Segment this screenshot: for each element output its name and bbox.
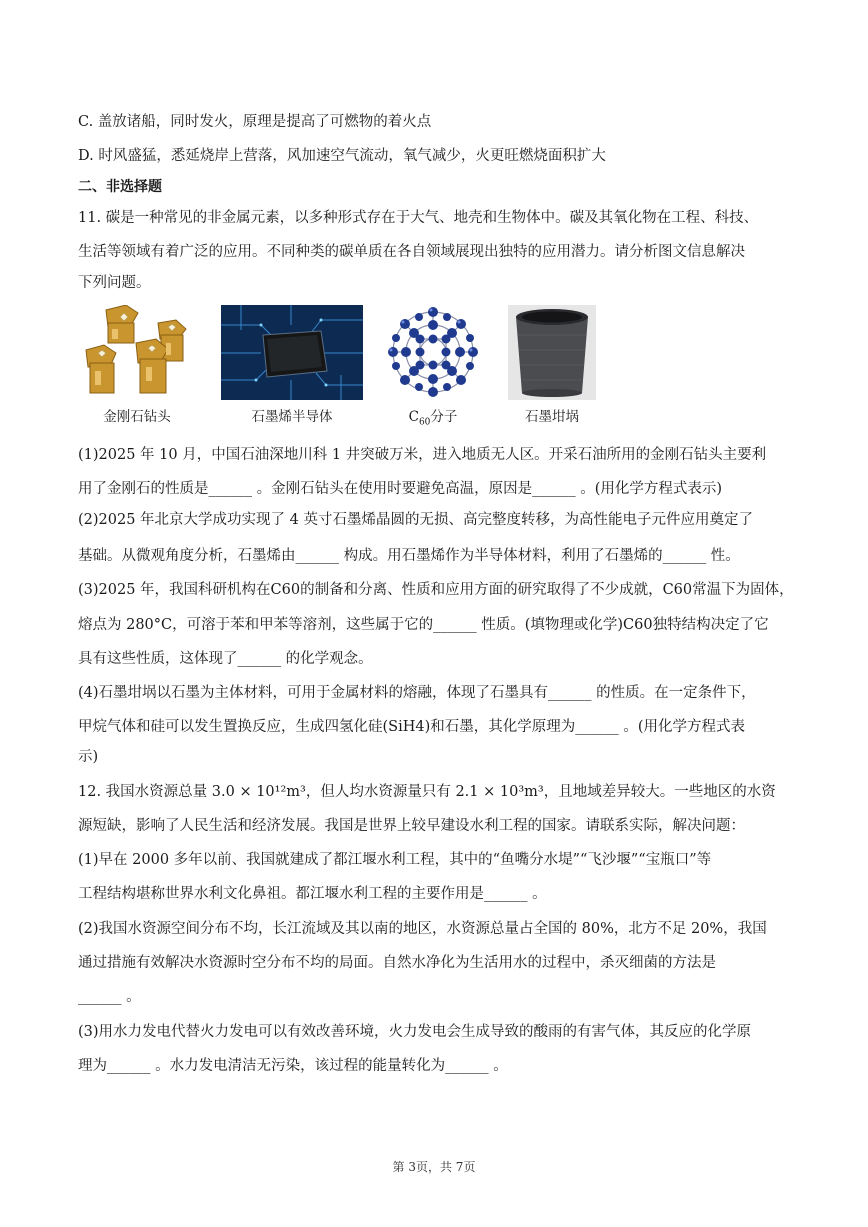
graphene-chip-photo bbox=[221, 305, 363, 404]
q12-line-7: ______ 。 bbox=[78, 989, 141, 1005]
c60-caption-subscript: 60 bbox=[418, 417, 431, 428]
figure-caption-graphene: 石墨烯半导体 bbox=[251, 409, 333, 425]
page-footer: 第 3页，共 7页 bbox=[392, 1160, 476, 1174]
q11-figures bbox=[78, 305, 618, 430]
q12-line-3: (1)早在 2000 多年以前、我国就建成了都江堰水利工程，其中的“鱼嘴分水堤”“飞沙堰”“宝瓶口”等 bbox=[78, 852, 712, 868]
q11-part-1-line-1: (1)2025 年 10 月，中国石油深地川科 1 井突破万米，进入地质无人区。开采石油所用的金刚石钻头主要利 bbox=[78, 447, 767, 463]
figure-caption-diamond: 金刚石钻头 bbox=[103, 409, 171, 425]
option-c: C. 盖放诸船，同时发火，原理是提高了可燃物的着火点 bbox=[78, 114, 432, 130]
q11-part-2-line-1: (2)2025 年北京大学成功实现了 4 英寸石墨烯晶圆的无损、高完整度转移，为高性能电子元件应用奠定了 bbox=[78, 512, 753, 528]
q12-line-4: 工程结构堪称世界水利文化鼻祖。都江堰水利工程的主要作用是______ 。 bbox=[78, 886, 547, 902]
q11-part-3-line-3: 具有这些性质，这体现了______ 的化学观念。 bbox=[78, 651, 373, 667]
option-d: D. 时风盛猛，悉延烧岸上营落，风加速空气流动，氧气减少，火更旺燃烧面积扩大 bbox=[78, 148, 606, 164]
q11-part-1-line-2: 用了金刚石的性质是______ 。金刚石钻头在使用时要避免高温，原因是______ 。(用化学方程式表示) bbox=[78, 481, 723, 497]
q12-line-2: 源短缺，影响了人民生活和经济发展。我国是世界上较早建设水利工程的国家。请联系实际，解决问题： bbox=[78, 818, 745, 834]
q11-part-4-line-2: 甲烷气体和硅可以发生置换反应，生成四氢化硅(SiH4)和石墨，其化学原理为______ 。(用化学方程式表 bbox=[78, 719, 746, 735]
graphite-crucible-photo bbox=[508, 305, 596, 404]
figure-caption-c60 bbox=[383, 405, 483, 428]
q11-part-3-line-1: (3)2025 年，我国科研机构在C60的制备和分离、性质和应用方面的研究取得了不少成就，C60常温下为固体， bbox=[78, 582, 794, 598]
c60-molecule-image bbox=[383, 305, 483, 404]
q12-line-9: 理为______ 。水力发电清洁无污染，该过程的能量转化为______ 。 bbox=[78, 1058, 508, 1074]
q11-part-2-line-2: 基础。从微观角度分析，石墨烯由______ 构成。用石墨烯作为半导体材料，利用了石墨烯的______ 性。 bbox=[78, 548, 740, 564]
q11-part-4-line-1: (4)石墨坩埚以石墨为主体材料，可用于金属材料的熔融，体现了石墨具有______ 的性质。在一定条件下， bbox=[78, 685, 756, 701]
q12-line-1: 12. 我国水资源总量 3.0 × 10¹²m³，但人均水资源量只有 2.1 × 10³m³，且地域差异较大。一些地区的水资 bbox=[78, 784, 776, 800]
section-title: 二、非选择题 bbox=[78, 179, 162, 195]
c60-caption-text: 分子 bbox=[430, 409, 458, 425]
q11-part-4-line-3: 示) bbox=[78, 749, 99, 765]
q11-intro-line-3: 下列问题。 bbox=[78, 275, 151, 291]
q12-line-8: (3)用水力发电代替火力发电可以有效改善环境，火力发电会生成导致的酸雨的有害气体，其反应的化学原 bbox=[78, 1024, 752, 1040]
q11-part-3-line-2: 熔点为 280°C，可溶于苯和甲苯等溶剂，这些属于它的______ 性质。(填物理或化学)C60独特结构决定了它 bbox=[78, 617, 769, 633]
q12-line-5: (2)我国水资源空间分布不均，长江流域及其以南的地区，水资源总量占全国的 80%，北方不足 20%，我国 bbox=[78, 921, 767, 937]
c60-caption-symbol: C bbox=[408, 409, 419, 425]
figure-caption-crucible: 石墨坩埚 bbox=[525, 409, 579, 425]
q11-intro-line-2: 生活等领域有着广泛的应用。不同种类的碳单质在各自领域展现出独特的应用潜力。请分析图文信息解决 bbox=[78, 244, 745, 260]
q11-intro-line-1: 11. 碳是一种常见的非金属元素，以多种形式存在于大气、地壳和生物体中。碳及其氧化物在工程、科技、 bbox=[78, 210, 759, 226]
q12-line-6: 通过措施有效解决水资源时空分布不均的局面。自然水净化为生活用水的过程中，杀灭细菌的方法是 bbox=[78, 955, 716, 971]
diamond-drill-bit-photo bbox=[78, 305, 196, 404]
